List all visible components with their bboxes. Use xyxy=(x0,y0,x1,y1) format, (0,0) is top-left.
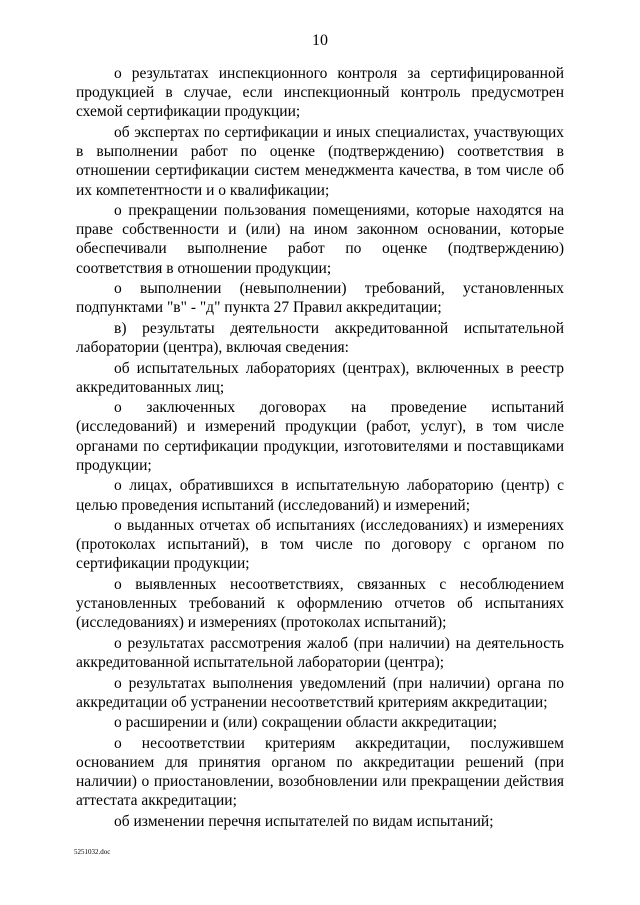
paragraph-applicants: о лицах, обратившихся в испытательную лабораторию (центр) с целью проведения испытаний (исследований) и измерений; xyxy=(76,477,564,514)
footer-filename: 5251032.doc xyxy=(74,848,111,856)
paragraph-registered-labs: об испытательных лабораториях (центрах), включенных в реестр аккредитованных лиц; xyxy=(76,359,564,396)
paragraph-lab-results-heading: в) результаты деятельности аккредитованной испытательной лаборатории (центра), включая сведения: xyxy=(76,319,564,357)
paragraph-issued-reports: о выданных отчетах об испытаниях (исследованиях) и измерениях (протоколах испытаний), в том числе по договору с органом по сертификации продукции; xyxy=(76,517,564,573)
paragraph-testing-contracts: о заключенных договорах на проведение испытаний (исследований) и измерений продукции (работ, услуг), в том числе органами по сертификации продукции, изготовителями и поставщиками продукции; xyxy=(76,399,564,474)
paragraph-nonconformities: о выявленных несоответствиях, связанных с несоблюдением установленных требований к оформлению отчетов об испытаниях (исследованиях) и измерениях (протоколах испытаний); xyxy=(76,575,564,632)
paragraph-notifications: о результатах выполнения уведомлений (при наличии) органа по аккредитации об устранении несоответствий критериям аккредитации; xyxy=(76,674,564,711)
paragraph-scope-change: о расширении и (или) сокращении области аккредитации; xyxy=(114,714,498,732)
paragraph-certification-experts: об экспертах по сертификации и иных специалистах, участвующих в выполнении работ по оценке (подтверждению) соответствия в отношении сертификации систем менеджмента качества, в том числе об их компетентности и о квалификации; xyxy=(76,123,564,199)
page-number: 10 xyxy=(312,32,328,49)
paragraph-complaints: о результатах рассмотрения жалоб (при наличии) на деятельность аккредитованной испытательной лаборатории (центра); xyxy=(76,634,564,672)
paragraph-criteria-nonconformity: о несоответствии критериям аккредитации, послужившем основанием для принятия органом по аккредитации решений (при наличии) о приостановлении, возобновлении или прекращении действия аттестата аккредитации; xyxy=(76,734,564,810)
paragraph-requirements-compliance: о выполнении (невыполнении) требований, установленных подпунктами "в" - "д" пункта 27 Правил аккредитации; xyxy=(76,280,564,317)
paragraph-testers-list: об изменении перечня испытателей по видам испытаний; xyxy=(114,812,494,830)
paragraph-inspection-control: о результатах инспекционного контроля за сертифицированной продукцией в случае, если инспекционный контроль предусмотрен схемой сертификации продукции; xyxy=(76,65,564,121)
document-body xyxy=(76,64,564,831)
paragraph-premises-termination: о прекращении пользования помещениями, которые находятся на праве собственности и (или) на ином законном основании, которые обеспечивали выполнение работ по оценке (подтверждению) соответствия в отношении продукции; xyxy=(76,202,564,277)
